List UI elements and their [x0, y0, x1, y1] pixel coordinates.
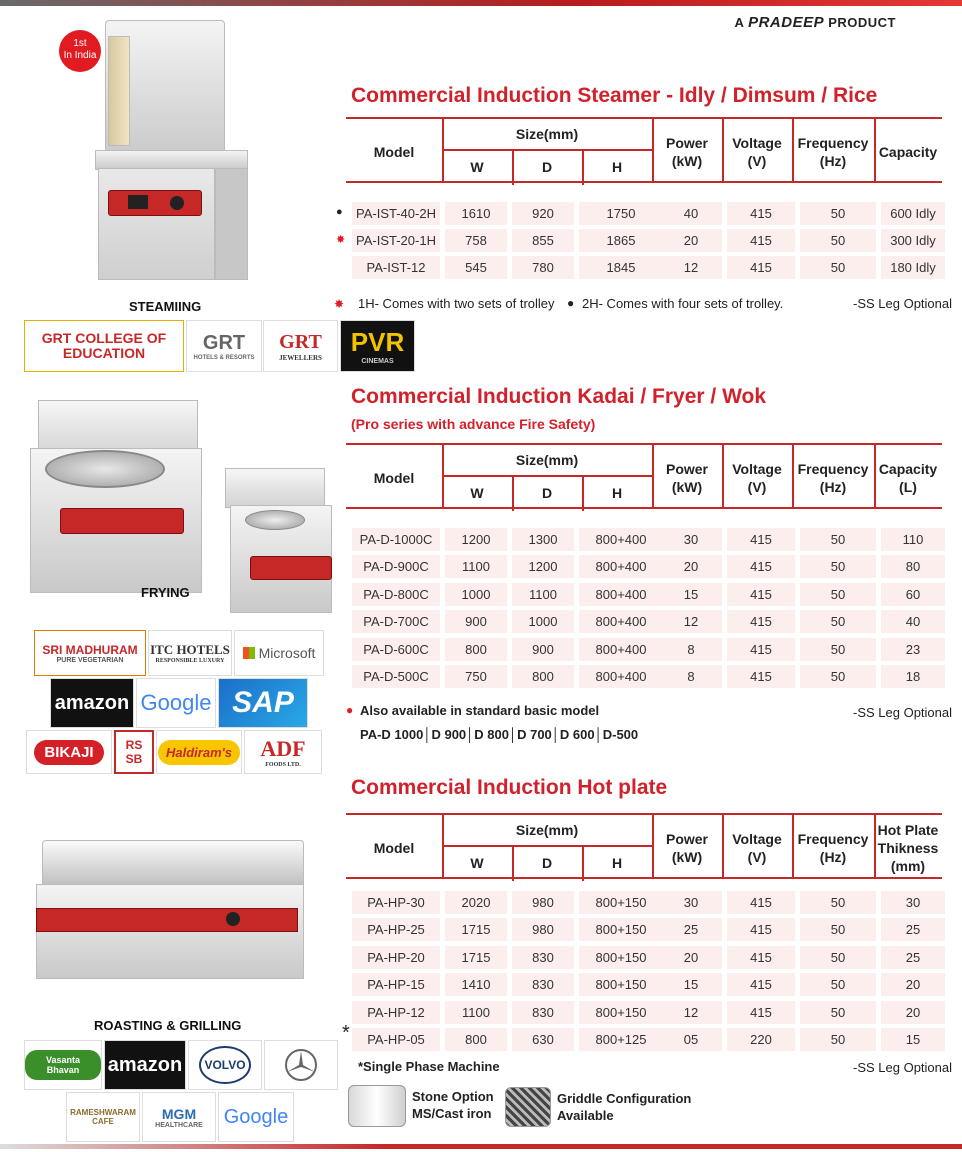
frequency-column-header: Frequency (Hz) [797, 461, 869, 495]
cell-w: 1100 [462, 1004, 490, 1020]
kadai-basic-note: Also available in standard basic model [360, 703, 600, 718]
cell-power: 30 [683, 895, 699, 910]
cell-cap: 110 [902, 532, 924, 547]
cell-d: 980 [532, 922, 554, 938]
bottom-accent-line [0, 1144, 962, 1149]
cell-cap: 20 [905, 977, 921, 993]
cell-voltage: 415 [750, 922, 772, 938]
steamer-note-1h: 1H- Comes with two sets of trolley [358, 296, 555, 311]
itc-hotels-logo: ITC HOTELS RESPONSIBLE LUXURY [148, 630, 232, 676]
model-column-header: Model [373, 470, 415, 486]
cell-model: PA-IST-12 [366, 260, 426, 275]
voltage-column-header: Voltage (V) [732, 461, 782, 495]
cell-h: 800+150 [595, 922, 647, 938]
cell-cap: 23 [905, 641, 921, 657]
hotplate-table-header [346, 813, 942, 879]
voltage-column-header: Voltage (V) [732, 831, 782, 865]
cell-voltage: 415 [750, 586, 772, 602]
cell-d: 900 [532, 641, 554, 657]
frequency-column-header: Frequency (Hz) [797, 831, 869, 865]
cell-h: 800+125 [595, 1032, 647, 1047]
bikaji-logo: BIKAJI [26, 730, 112, 774]
cell-voltage: 415 [750, 260, 772, 275]
cell-power: 05 [683, 1032, 699, 1047]
table-row [350, 583, 942, 606]
cell-h: 800+400 [595, 614, 647, 630]
cell-model: PA-D-900C [363, 559, 429, 575]
cell-d: 980 [532, 895, 554, 910]
table-row [342, 1022, 942, 1051]
rameshwaram-cafe-logo: RAMESHWARAM CAFE [66, 1092, 140, 1142]
cell-model: PA-D-600C [363, 641, 429, 657]
table-row [336, 229, 942, 252]
cell-power: 12 [683, 260, 699, 275]
dot-icon: ● [567, 296, 575, 310]
cell-freq: 50 [830, 1004, 846, 1020]
griddle-label: Griddle Configuration Available [557, 1091, 692, 1123]
hotplate-leg-note: -SS Leg Optional [853, 1060, 953, 1075]
depth-column-header: D [541, 855, 553, 871]
capacity-column-header: Hot Plate Thikness (mm) [877, 822, 939, 874]
cell-voltage: 415 [750, 977, 772, 993]
cell-cap: 40 [905, 614, 921, 630]
frequency-column-header: Frequency (Hz) [797, 135, 869, 169]
cell-cap: 300 Idly [890, 233, 936, 248]
cell-model: PA-HP-30 [367, 895, 425, 910]
amazon-logo: amazon [50, 678, 134, 728]
depth-column-header: D [541, 485, 553, 501]
amazon-logo-2: amazon [104, 1040, 186, 1090]
cell-cap: 18 [905, 669, 921, 684]
sap-logo: SAP [218, 678, 308, 728]
cell-d: 830 [532, 949, 554, 965]
asterisk-icon: ✸ [334, 297, 345, 311]
cell-model: PA-D-1000C [359, 532, 433, 547]
mgm-healthcare-logo: MGM HEALTHCARE [142, 1092, 216, 1142]
cell-freq: 50 [830, 260, 846, 275]
table-row [350, 973, 942, 996]
kadai-subtitle: (Pro series with advance Fire Safety) [351, 416, 596, 432]
cell-w: 1610 [461, 206, 491, 221]
cell-h: 800+400 [595, 641, 647, 657]
cell-voltage: 415 [750, 614, 772, 630]
steamer-table-header [346, 117, 942, 183]
cell-power: 8 [687, 641, 695, 657]
steamer-note-2h: 2H- Comes with four sets of trolley. [582, 296, 784, 311]
cell-h: 800+150 [595, 895, 647, 910]
size-column-header: Size(mm) [515, 452, 579, 468]
hotplate-title: Commercial Induction Hot plate [351, 776, 668, 799]
cell-voltage: 415 [750, 233, 772, 248]
rssb-logo: RS SB [114, 730, 154, 774]
table-row [350, 665, 942, 688]
brand-tagline: A PRADEEP PRODUCT [734, 14, 896, 31]
cell-h: 800+150 [595, 977, 647, 993]
cell-h: 800+400 [595, 532, 647, 547]
star-marker-icon: * [342, 1022, 350, 1044]
cell-w: 1715 [461, 949, 491, 965]
google-logo: Google [136, 678, 216, 728]
cell-freq: 50 [830, 922, 846, 938]
cell-freq: 50 [830, 206, 846, 221]
red-dot-icon: ● [346, 703, 354, 717]
cell-d: 1000 [528, 614, 558, 630]
cell-voltage: 415 [750, 669, 772, 684]
cell-h: 800+400 [595, 586, 647, 602]
cell-freq: 50 [830, 559, 846, 575]
size-column-header: Size(mm) [515, 822, 579, 838]
cell-w: 900 [465, 614, 487, 630]
cell-cap: 30 [905, 895, 921, 910]
cell-d: 780 [532, 260, 554, 275]
cell-d: 630 [532, 1032, 554, 1047]
cell-d: 920 [532, 206, 554, 221]
cell-w: 800 [465, 641, 487, 657]
cell-freq: 50 [830, 949, 846, 965]
cell-d: 830 [532, 1004, 554, 1020]
stone-option-swatch [348, 1085, 406, 1127]
cell-model: PA-D-700C [363, 614, 429, 630]
cell-d: 1100 [529, 586, 557, 602]
cell-model: PA-HP-15 [367, 977, 425, 993]
cell-voltage: 415 [750, 532, 772, 547]
cell-h: 800+400 [595, 669, 647, 684]
cell-cap: 180 Idly [890, 260, 936, 275]
microsoft-logo: Microsoft [234, 630, 324, 676]
cell-model: PA-IST-40-2H [356, 206, 436, 221]
cell-freq: 50 [830, 977, 846, 993]
kadai-table-header [346, 443, 942, 509]
table-row [350, 555, 942, 578]
griddle-swatch [505, 1087, 551, 1127]
cell-w: 758 [465, 233, 487, 248]
cell-d: 855 [532, 233, 554, 248]
mercedes-logo [264, 1040, 338, 1090]
cell-model: PA-D-800C [363, 586, 429, 602]
cell-freq: 50 [830, 895, 846, 910]
cell-w: 2020 [461, 895, 491, 910]
table-row [350, 891, 942, 914]
cell-voltage: 415 [750, 206, 772, 221]
width-column-header: W [470, 159, 484, 175]
cell-w: 750 [465, 669, 487, 684]
cell-w: 1000 [461, 586, 491, 602]
cell-power: 15 [683, 586, 699, 602]
cell-w: 1200 [461, 532, 491, 547]
cell-voltage: 415 [750, 559, 772, 575]
sri-madhuram-logo: SRI MADHURAM PURE VEGETARIAN [34, 630, 146, 676]
cell-cap: 20 [905, 1004, 921, 1020]
volvo-logo: VOLVO [188, 1040, 262, 1090]
grt-college-logo: GRT COLLEGE OF EDUCATION [24, 320, 184, 372]
cell-cap: 15 [905, 1032, 921, 1047]
mercedes-star-icon [283, 1047, 319, 1083]
cell-freq: 50 [830, 532, 846, 547]
cell-freq: 50 [830, 614, 846, 630]
cell-power: 40 [683, 206, 699, 221]
frying-caption: FRYING [141, 585, 190, 600]
cell-voltage: 415 [750, 1004, 772, 1020]
cell-freq: 50 [830, 669, 846, 684]
cell-w: 1410 [461, 977, 491, 993]
grt-hotels-logo: GRT HOTELS & RESORTS [186, 320, 262, 372]
cell-freq: 50 [830, 233, 846, 248]
first-in-india-badge: 1st In India [59, 30, 101, 72]
cell-power: 12 [683, 1004, 699, 1020]
power-column-header: Power (kW) [665, 831, 708, 865]
cell-power: 20 [683, 949, 699, 965]
cell-h: 800+150 [595, 1004, 647, 1020]
cell-power: 12 [683, 614, 699, 630]
width-column-header: W [470, 485, 484, 501]
table-row [350, 638, 942, 661]
cell-h: 800+150 [595, 949, 647, 965]
cell-model: PA-D-500C [363, 669, 429, 684]
haldirams-logo: Haldiram's [156, 730, 242, 774]
width-column-header: W [470, 855, 484, 871]
cell-power: 15 [683, 977, 699, 993]
cell-w: 1715 [461, 922, 491, 938]
steamer-leg-note: -SS Leg Optional [853, 296, 953, 311]
cell-h: 1865 [606, 233, 636, 248]
cell-model: PA-HP-12 [367, 1004, 425, 1020]
kadai-leg-note: -SS Leg Optional [853, 705, 953, 720]
dot-icon: ● [336, 206, 343, 218]
cell-voltage: 415 [750, 895, 772, 910]
table-row [336, 202, 942, 225]
steaming-caption: STEAMIING [129, 299, 202, 314]
cell-w: 1100 [462, 559, 490, 575]
cell-model: PA-HP-25 [367, 922, 425, 938]
power-column-header: Power (kW) [665, 461, 708, 495]
stone-option-label: Stone Option MS/Cast iron [412, 1089, 494, 1121]
single-phase-note: *Single Phase Machine [358, 1059, 500, 1074]
microsoft-windows-icon [243, 647, 255, 659]
cell-d: 1200 [528, 559, 558, 575]
cell-cap: 60 [905, 586, 921, 602]
depth-column-header: D [541, 159, 553, 175]
power-column-header: Power (kW) [665, 135, 708, 169]
cell-power: 20 [683, 559, 699, 575]
cell-h: 1845 [606, 260, 636, 275]
cell-w: 545 [465, 260, 487, 275]
cell-power: 30 [683, 532, 699, 547]
cell-w: 800 [465, 1032, 487, 1047]
cell-voltage: 415 [750, 949, 772, 965]
cell-voltage: 220 [750, 1032, 772, 1047]
capacity-column-header: Capacity (L) [878, 461, 938, 495]
grt-jewellers-logo: GRT JEWELLERS [263, 320, 338, 372]
height-column-header: H [611, 855, 623, 871]
cell-model: PA-IST-20-1H [356, 233, 436, 248]
cell-freq: 50 [830, 1032, 846, 1047]
model-column-header: Model [373, 840, 415, 856]
cell-h: 1750 [606, 206, 636, 221]
height-column-header: H [611, 485, 623, 501]
capacity-column-header: Capacity [878, 144, 938, 160]
voltage-column-header: Voltage (V) [732, 135, 782, 169]
cell-d: 1300 [528, 532, 558, 547]
cell-freq: 50 [830, 641, 846, 657]
vasanta-bhavan-logo: Vasanta Bhavan [24, 1040, 102, 1090]
cell-model: PA-HP-20 [367, 949, 425, 965]
google-logo-2: Google [218, 1092, 294, 1142]
table-row [350, 610, 942, 633]
adf-foods-logo: ADF FOODS LTD. [244, 730, 322, 774]
cell-cap: 80 [905, 559, 921, 575]
table-row [350, 256, 942, 279]
cell-d: 800 [532, 669, 554, 684]
roasting-grilling-caption: ROASTING & GRILLING [94, 1018, 242, 1033]
cell-model: PA-HP-05 [367, 1032, 425, 1047]
size-column-header: Size(mm) [515, 126, 579, 142]
cell-power: 20 [683, 233, 699, 248]
cell-power: 8 [687, 669, 695, 684]
cell-cap: 25 [905, 949, 921, 965]
pvr-cinemas-logo: PVR CINEMAS [340, 320, 415, 372]
table-row [350, 1001, 942, 1024]
table-row [350, 946, 942, 969]
cell-cap: 600 Idly [890, 206, 936, 221]
cell-power: 25 [683, 922, 699, 938]
cell-cap: 25 [905, 922, 921, 938]
top-accent-line [0, 0, 962, 6]
cell-h: 800+400 [595, 559, 647, 575]
model-column-header: Model [373, 144, 415, 160]
kadai-title: Commercial Induction Kadai / Fryer / Wok [351, 385, 767, 408]
cell-d: 830 [532, 977, 554, 993]
table-row [350, 918, 942, 941]
table-row [350, 528, 942, 551]
asterisk-icon: ✸ [336, 234, 346, 246]
cell-voltage: 415 [750, 641, 772, 657]
kadai-basic-models: PA-D 1000│D 900│D 800│D 700│D 600│D-500 [360, 727, 639, 742]
cell-freq: 50 [830, 586, 846, 602]
height-column-header: H [611, 159, 623, 175]
steamer-title: Commercial Induction Steamer - Idly / Dimsum / Rice [351, 84, 878, 107]
